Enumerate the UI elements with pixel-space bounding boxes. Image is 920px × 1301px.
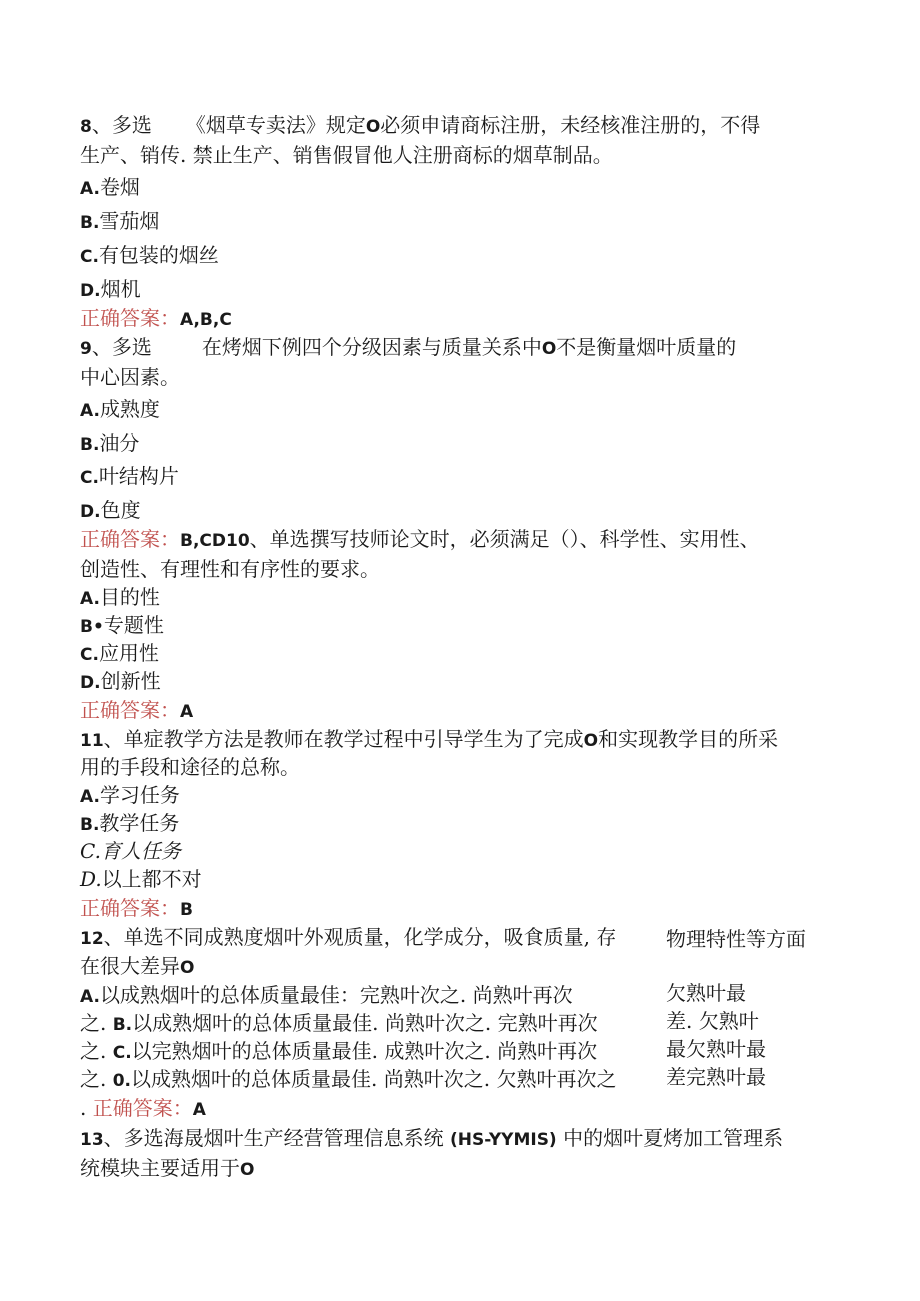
q12-stem-line1: 12、单选不同成熟度烟叶外观质量，化学成分，吸食质量, 存 [80, 925, 617, 949]
q11-option-d: D.以上都不对 [80, 867, 202, 891]
q12-option-d-right: 差完熟叶最 [666, 1065, 766, 1089]
q8-option-c: C.有包装的烟丝 [80, 243, 219, 267]
q8-blank: O [365, 117, 381, 137]
q13-stem-line2: 统模块主要适用于O [80, 1156, 255, 1180]
q11-answer: 正确答案：B [80, 896, 193, 920]
q13-stem-line1: 13、多选海晟烟叶生产经营管理信息系统 (HS-YYMIS) 中的烟叶夏烤加工管理系 [80, 1126, 784, 1150]
q9-option-c: C.叶结构片 [80, 464, 179, 488]
q12-option-c: 之. C.以完熟烟叶的总体质量最佳. 成熟叶次之. 尚熟叶再次 [80, 1039, 598, 1063]
q11-stem-line2: 用的手段和途径的总称。 [80, 755, 300, 779]
q8-option-d: D.烟机 [80, 277, 141, 301]
q8-number: 8 [80, 117, 92, 137]
q10-answer: 正确答案：A [80, 698, 194, 722]
q9-stem-line1: 9、多选 在烤烟下例四个分级因素与质量关系中O不是衡量烟叶质量的 [80, 335, 737, 359]
q12-option-a: A.以成熟烟叶的总体质量最佳：完熟叶次之. 尚熟叶再次 [80, 983, 573, 1007]
q12-option-d: 之. 0.以成熟烟叶的总体质量最佳. 尚熟叶次之. 欠熟叶再次之 [80, 1067, 617, 1091]
q8-answer: 正确答案：A,B,C [80, 306, 232, 330]
q10-stem-line2: 创造性、有理性和有序性的要求。 [80, 557, 380, 581]
q12-option-a-right: 欠熟叶最 [666, 981, 746, 1005]
q12-option-b-right: 差. 欠熟叶 [666, 1009, 759, 1033]
q9-option-a: A.成熟度 [80, 397, 160, 421]
q8-option-b: B.雪茄烟 [80, 209, 160, 233]
q11-option-c: C.育人任务 [80, 839, 181, 863]
q11-option-b: B.教学任务 [80, 811, 180, 835]
q12-option-c-right: 最欠熟叶最 [666, 1037, 766, 1061]
q8-option-a: A.卷烟 [80, 175, 140, 199]
q12-stem-line1-right: 物理特性等方面 [666, 927, 806, 951]
q12-answer: . 正确答案：A [80, 1096, 206, 1120]
q12-stem-line2: 在很大差异O [80, 954, 195, 978]
q9-answer-q10-stem: 正确答案：B,CD10、单选撰写技师论文时，必须满足（）、科学性、实用性、 [80, 527, 760, 551]
q8-stem-line1: 8、多选 《烟草专卖法》规定O必须申请商标注册，未经核准注册的，不得 [80, 113, 761, 137]
q11-stem-line1: 11、单症教学方法是教师在教学过程中引导学生为了完成O和实现教学目的所采 [80, 727, 779, 751]
q10-option-b: B•专题性 [80, 613, 164, 637]
q10-option-c: C.应用性 [80, 641, 159, 665]
q9-number: 9 [80, 339, 92, 359]
q12-option-b: 之. B.以成熟烟叶的总体质量最佳. 尚熟叶次之. 完熟叶再次 [80, 1011, 598, 1035]
q10-option-d: D.创新性 [80, 669, 161, 693]
q9-stem-line2: 中心因素。 [80, 365, 180, 389]
q9-option-d: D.色度 [80, 498, 141, 522]
q10-option-a: A.目的性 [80, 585, 160, 609]
q8-stem-line2: 生产、销传. 禁止生产、销售假冒他人注册商标的烟草制品。 [80, 143, 613, 167]
q11-option-a: A.学习任务 [80, 783, 180, 807]
q9-option-b: B.油分 [80, 431, 140, 455]
